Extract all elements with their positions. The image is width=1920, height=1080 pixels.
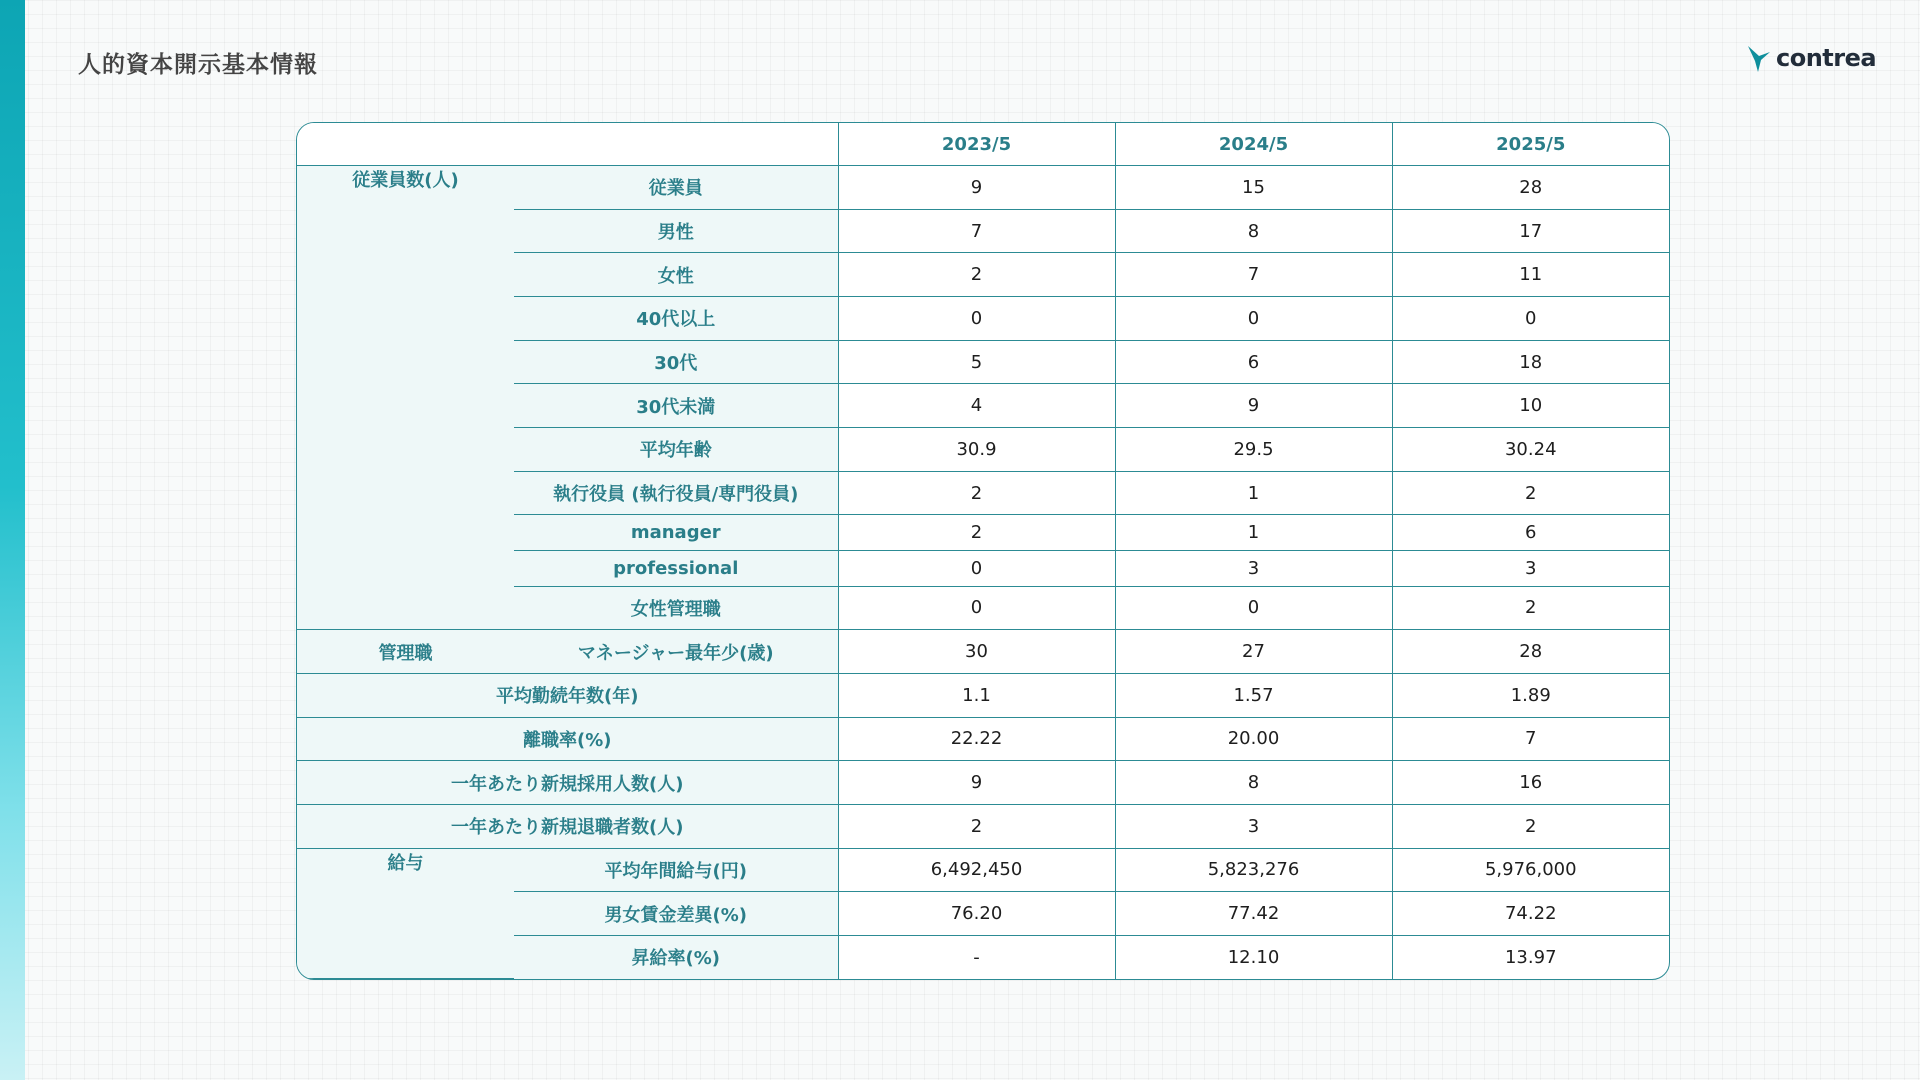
table-cell: 11 <box>1392 253 1669 297</box>
table-cell: 3 <box>1115 550 1392 586</box>
row-label: 離職率(%) <box>297 717 838 761</box>
logo-text: contrea <box>1776 44 1877 72</box>
table-cell: 7 <box>1392 717 1669 761</box>
table-cell: 0 <box>1115 297 1392 341</box>
table-cell: 5,976,000 <box>1392 848 1669 892</box>
group-label-salary: 給与 <box>297 848 514 978</box>
table-cell: 0 <box>838 550 1115 586</box>
column-header: 2023/5 <box>838 123 1115 166</box>
table-row <box>297 673 1669 717</box>
table-cell: 1 <box>1115 471 1392 515</box>
hr-data-table <box>296 122 1670 980</box>
row-label: 昇給率(%) <box>514 935 838 978</box>
row-label: 従業員 <box>514 166 838 210</box>
table-cell: 2 <box>1392 586 1669 630</box>
row-label: マネージャー最年少(歳) <box>514 630 838 674</box>
table-row <box>297 166 1669 210</box>
table-cell: 4 <box>838 384 1115 428</box>
table-cell: 0 <box>838 297 1115 341</box>
brand-logo <box>1746 42 1876 74</box>
row-label: manager <box>514 515 838 551</box>
table-cell: 3 <box>1392 550 1669 586</box>
row-label: 平均年間給与(円) <box>514 848 838 892</box>
table-cell: 0 <box>1115 586 1392 630</box>
table-row <box>297 717 1669 761</box>
table-cell: 2 <box>838 471 1115 515</box>
table-cell: 22.22 <box>838 717 1115 761</box>
bird-icon <box>1746 43 1772 73</box>
table-cell: 6 <box>1115 340 1392 384</box>
page-title: 人的資本開示基本情報 <box>78 52 318 78</box>
column-header: 2025/5 <box>1392 123 1669 166</box>
table-cell: 20.00 <box>1115 717 1392 761</box>
table-cell: 27 <box>1115 630 1392 674</box>
table-cell: 5,823,276 <box>1115 848 1392 892</box>
table-cell: 29.5 <box>1115 428 1392 472</box>
table-cell: 2 <box>1392 804 1669 848</box>
table-row <box>297 761 1669 805</box>
row-label: 30代未満 <box>514 384 838 428</box>
row-label: 一年あたり新規採用人数(人) <box>297 761 838 805</box>
table-row <box>297 630 1669 674</box>
table-cell: 12.10 <box>1115 935 1392 978</box>
table-cell: 2 <box>1392 471 1669 515</box>
table-cell: 77.42 <box>1115 892 1392 936</box>
table-cell: 2 <box>838 253 1115 297</box>
table-header-row <box>297 123 1669 166</box>
table-cell: 2 <box>838 515 1115 551</box>
table-cell: 3 <box>1115 804 1392 848</box>
table-cell: 7 <box>1115 253 1392 297</box>
table-cell: 1 <box>1115 515 1392 551</box>
table-cell: 28 <box>1392 166 1669 210</box>
table-cell: 5 <box>838 340 1115 384</box>
group-label-management: 管理職 <box>297 630 514 674</box>
row-label: 男女賃金差異(%) <box>514 892 838 936</box>
table-cell: 74.22 <box>1392 892 1669 936</box>
table-cell: 0 <box>1392 297 1669 341</box>
table-cell: 10 <box>1392 384 1669 428</box>
row-label: 40代以上 <box>514 297 838 341</box>
table-cell: 15 <box>1115 166 1392 210</box>
table-cell: 7 <box>838 209 1115 253</box>
table-cell: 1.89 <box>1392 673 1669 717</box>
table-cell: 28 <box>1392 630 1669 674</box>
table-cell: 17 <box>1392 209 1669 253</box>
row-label: 平均勤続年数(年) <box>297 673 838 717</box>
row-label: 一年あたり新規退職者数(人) <box>297 804 838 848</box>
table-cell: 13.97 <box>1392 935 1669 978</box>
table-cell: 9 <box>838 166 1115 210</box>
row-label: 30代 <box>514 340 838 384</box>
table-cell: 1.1 <box>838 673 1115 717</box>
row-label: 女性 <box>514 253 838 297</box>
table-cell: 18 <box>1392 340 1669 384</box>
table-row <box>297 804 1669 848</box>
row-label: 女性管理職 <box>514 586 838 630</box>
table-cell: 16 <box>1392 761 1669 805</box>
group-label-employees: 従業員数(人) <box>297 166 514 630</box>
table-cell: 9 <box>1115 384 1392 428</box>
table-cell: 0 <box>838 586 1115 630</box>
table-row <box>297 848 1669 892</box>
row-label: professional <box>514 550 838 586</box>
table-cell: 6 <box>1392 515 1669 551</box>
row-label: 男性 <box>514 209 838 253</box>
table-cell: 6,492,450 <box>838 848 1115 892</box>
row-label: 平均年齢 <box>514 428 838 472</box>
column-header: 2024/5 <box>1115 123 1392 166</box>
row-label: 執行役員 (執行役員/専門役員) <box>514 471 838 515</box>
table-cell: - <box>838 935 1115 978</box>
side-accent-bar <box>0 0 25 1080</box>
table-cell: 30.24 <box>1392 428 1669 472</box>
table-cell: 1.57 <box>1115 673 1392 717</box>
table-cell: 8 <box>1115 209 1392 253</box>
table-cell: 2 <box>838 804 1115 848</box>
table-corner-cell <box>297 123 838 166</box>
table-cell: 30 <box>838 630 1115 674</box>
table-cell: 76.20 <box>838 892 1115 936</box>
table-cell: 30.9 <box>838 428 1115 472</box>
table-cell: 8 <box>1115 761 1392 805</box>
table-cell: 9 <box>838 761 1115 805</box>
